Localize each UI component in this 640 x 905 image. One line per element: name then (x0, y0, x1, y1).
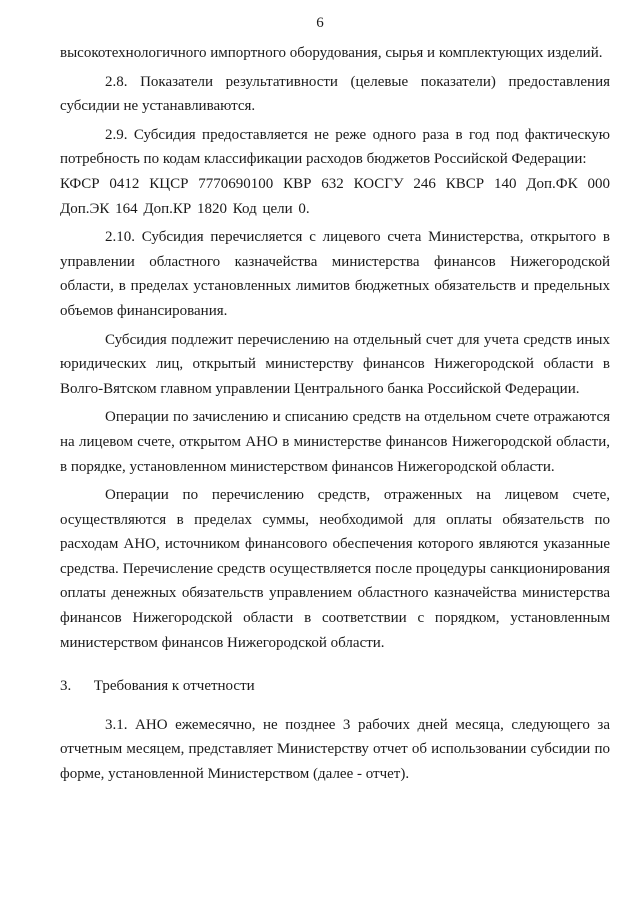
paragraph-separate-account: Субсидия подлежит перечислению на отдельный счет для учета средств иных юридических лиц, открытый министерству финансов Нижегородской области в Волго-Вятском главном управлении Центрального банка Российской Федерации. (60, 331, 610, 397)
paragraph-2-9-codes: КФСР 0412 КЦСР 7770690100 КВР 632 КОСГУ 246 КВСР 140 Доп.ФК 000 Доп.ЭК 164 Доп.КР 1820 Код цели 0. (60, 175, 610, 217)
paragraph-3-1: 3.1. АНО ежемесячно, не позднее 3 рабочих дней месяца, следующего за отчетным месяцем, представляет Министерству отчет об использовании субсидии по форме, установленной Министерством (далее - отчет). (60, 716, 610, 783)
paragraph-continuation: высокотехнологичного импортного оборудования, сырья и комплектующих изделий. (60, 45, 603, 61)
paragraph-2-10: 2.10. Субсидия перечисляется с лицевого счета Министерства, открытого в управлении областного казначейства министерства финансов Нижегородской области, в пределах установленных лимитов бюджетных обязательств и предельных объемов финансирования. (60, 229, 610, 319)
paragraph-operations-crediting: Операции по зачислению и списанию средств на отдельном счете отражаются на лицевом счете, открытом АНО в министерстве финансов Нижегородской области, в порядке, установленном министерством финансов Нижегородской области. (60, 409, 610, 475)
section-3-heading: 3. Требования к отчетности (60, 678, 255, 695)
paragraph-2-8: 2.8. Показатели результативности (целевые показатели) предоставления субсидии не устанавливаются. (60, 73, 610, 115)
page-number: 6 (316, 15, 324, 31)
document-body (60, 41, 610, 787)
paragraph-operations-transfer: Операции по перечислению средств, отраженных на лицевом счете, осуществляются в пределах суммы, необходимой для оплаты обязательств по расходам АНО, источником финансового обеспечения которого являются указанные средства. Перечисление средств осуществляется после процедуры санкционирования оплаты денежных обязательств управлением областного казначейства министерства финансов Нижегородской области в соответствии с порядком, установленным министерством финансов Нижегородской области. (60, 487, 610, 651)
paragraph-2-9: 2.9. Субсидия предоставляется не реже одного раза в год под фактическую потребность по кодам классификации расходов бюджетов Российской Федерации: (60, 126, 610, 168)
